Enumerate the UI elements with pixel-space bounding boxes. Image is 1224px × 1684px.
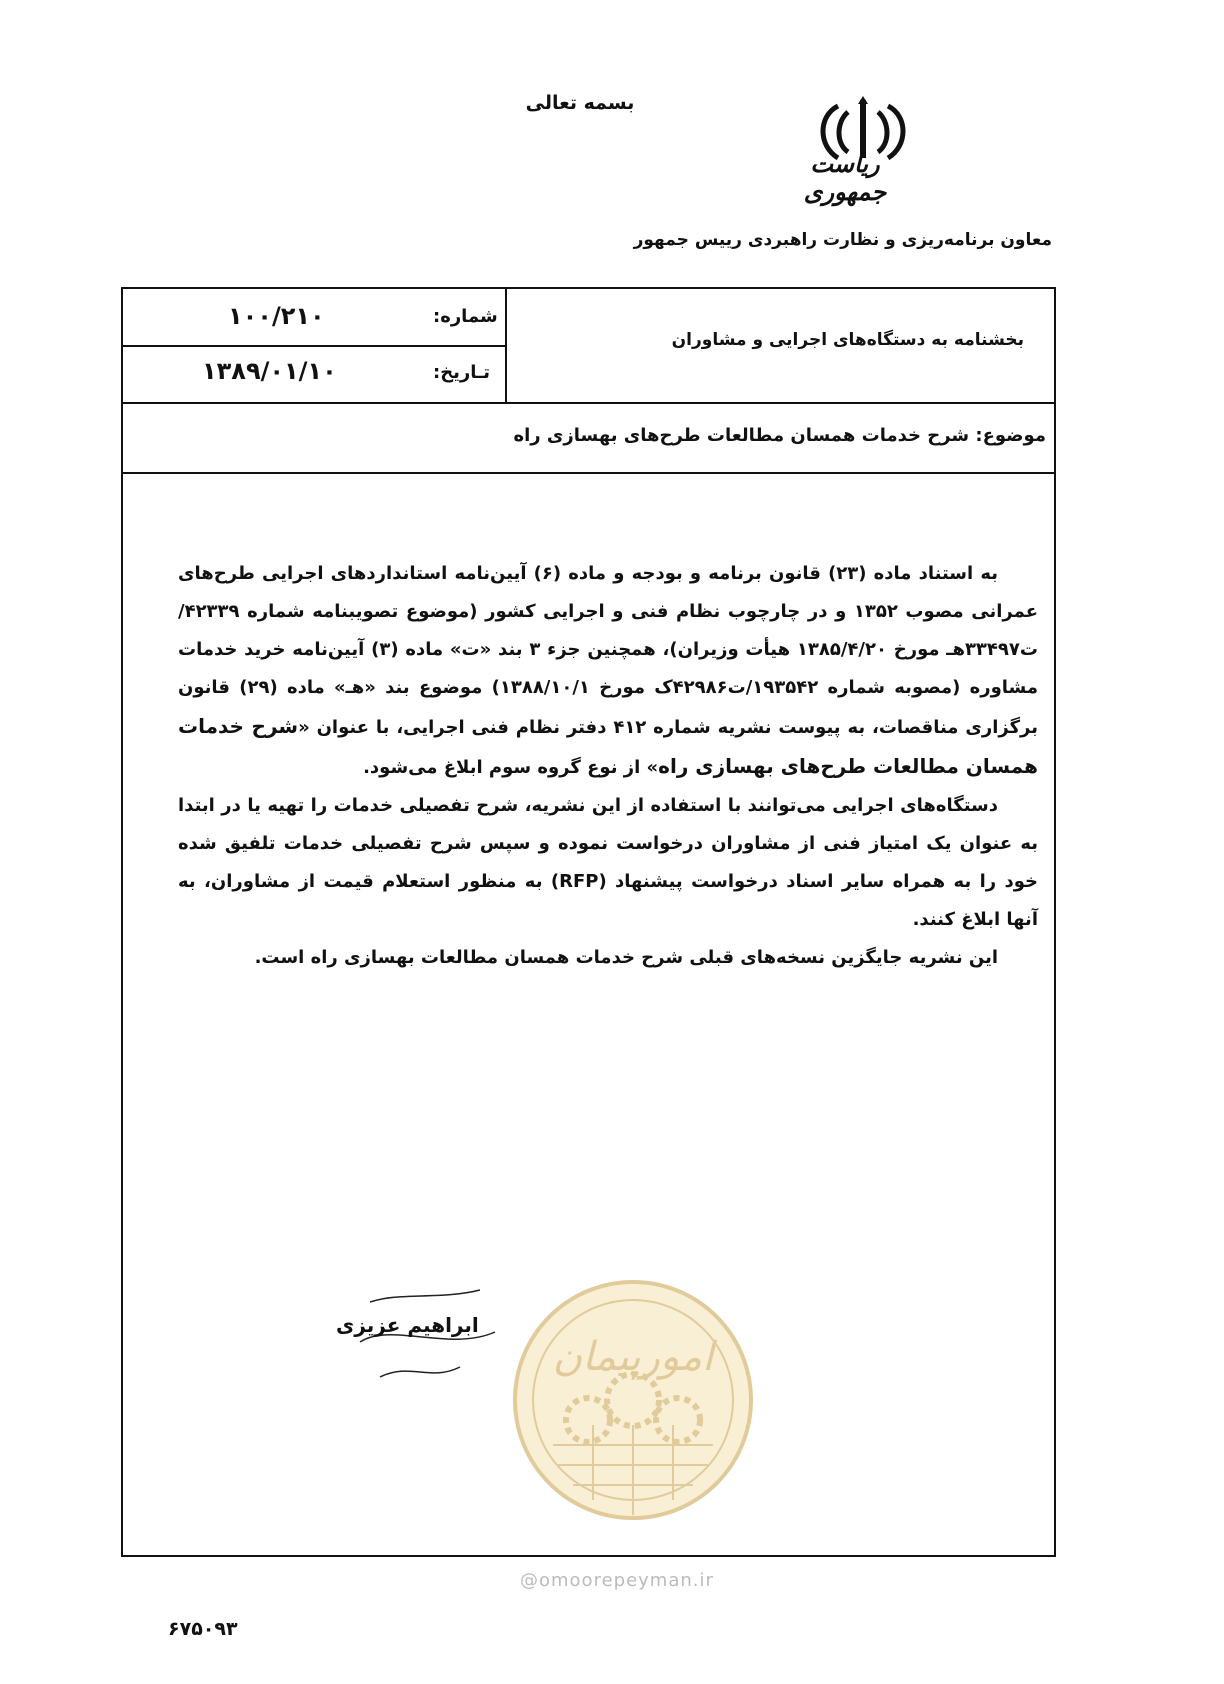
signatory-name: ابراهیم عزیزی (336, 1313, 479, 1337)
number-value: ۱۰۰/۲۱۰ (228, 302, 325, 330)
number-label: شماره: (433, 306, 498, 327)
paragraph-2: دستگاه‌های اجرایی می‌توانند با استفاده از این نشریه، شرح تفصیلی خدمات را تهیه یا در ابتدا به عنوان یک امتیاز فنی از مشاوران درخواست نموده و سپس شرح تفصیلی خدمات تلفیق شده خود را به همراه سایر اسناد درخواست پیشنهاد (RFP) به منظور استعلام قیمت از مشاوران، به آنها ابلاغ کنند. (178, 795, 1038, 930)
emblem-caption: ریاست جمهوری (803, 150, 887, 206)
footer-number: ۶۷۵۰۹۳ (168, 1618, 238, 1640)
publication-title: شرح خدمات همسان مطالعات طرح‌های بهسازی راه (178, 714, 1038, 778)
number-date-divider (121, 345, 507, 347)
watermark: @omoorepeyman.ir (520, 1570, 714, 1591)
seal-text: امورپیمان (552, 1334, 714, 1380)
date-value: ۱۳۸۹/۰۱/۱۰ (202, 357, 337, 385)
organization-title: معاون برنامه‌ریزی و نظارت راهبردی رییس جمهور (633, 230, 1052, 250)
seal-stamp (508, 1275, 758, 1525)
signature-scribble (330, 1282, 500, 1392)
paragraph-1 (178, 555, 1038, 787)
date-label: تـاریخ: (433, 362, 490, 383)
letter-body (178, 555, 1038, 977)
subject: موضوع: شرح خدمات همسان مطالعات طرح‌های بهسازی راه (513, 425, 1046, 446)
paragraph-1-start: به استناد ماده (۲۳) قانون برنامه و بودجه و ماده (۶) آیین‌نامه استانداردهای اجرایی طرح‌های عمرانی مصوب ۱۳۵۲ و در چارچوب نظام فنی و اجرایی کشور (موضوع تصویبنامه شماره ۴۲۳۳۹/ت۳۳۴۹۷هـ مورخ ۱۳۸۵/۴/۲۰ هیأت وزیران)، همچنین جزء ۳ بند «ت» ماده (۳) آیین‌نامه خرید خدمات مشاوره (مصوبه شماره ۱۹۳۵۴۲/ت۴۲۹۸۶ک مورخ ۱۳۸۸/۱۰/۱) موضوع بند «هـ» ماده (۲۹) قانون برگزاری مناقصات، به پیوست نشریه شماره ۴۱۲ دفتر نظام فنی اجرایی، با عنوان « (178, 563, 1039, 738)
paragraph-3: این نشریه جایگزین نسخه‌های قبلی شرح خدمات همسان مطالعات بهسازی راه است. (254, 947, 998, 968)
basmala: بسمه تعالی (525, 92, 635, 114)
paragraph-1-end: » از نوع گروه سوم ابلاغ می‌شود. (363, 757, 659, 778)
addressee: بخشنامه به دستگاه‌های اجرایی و مشاوران (671, 330, 1024, 350)
